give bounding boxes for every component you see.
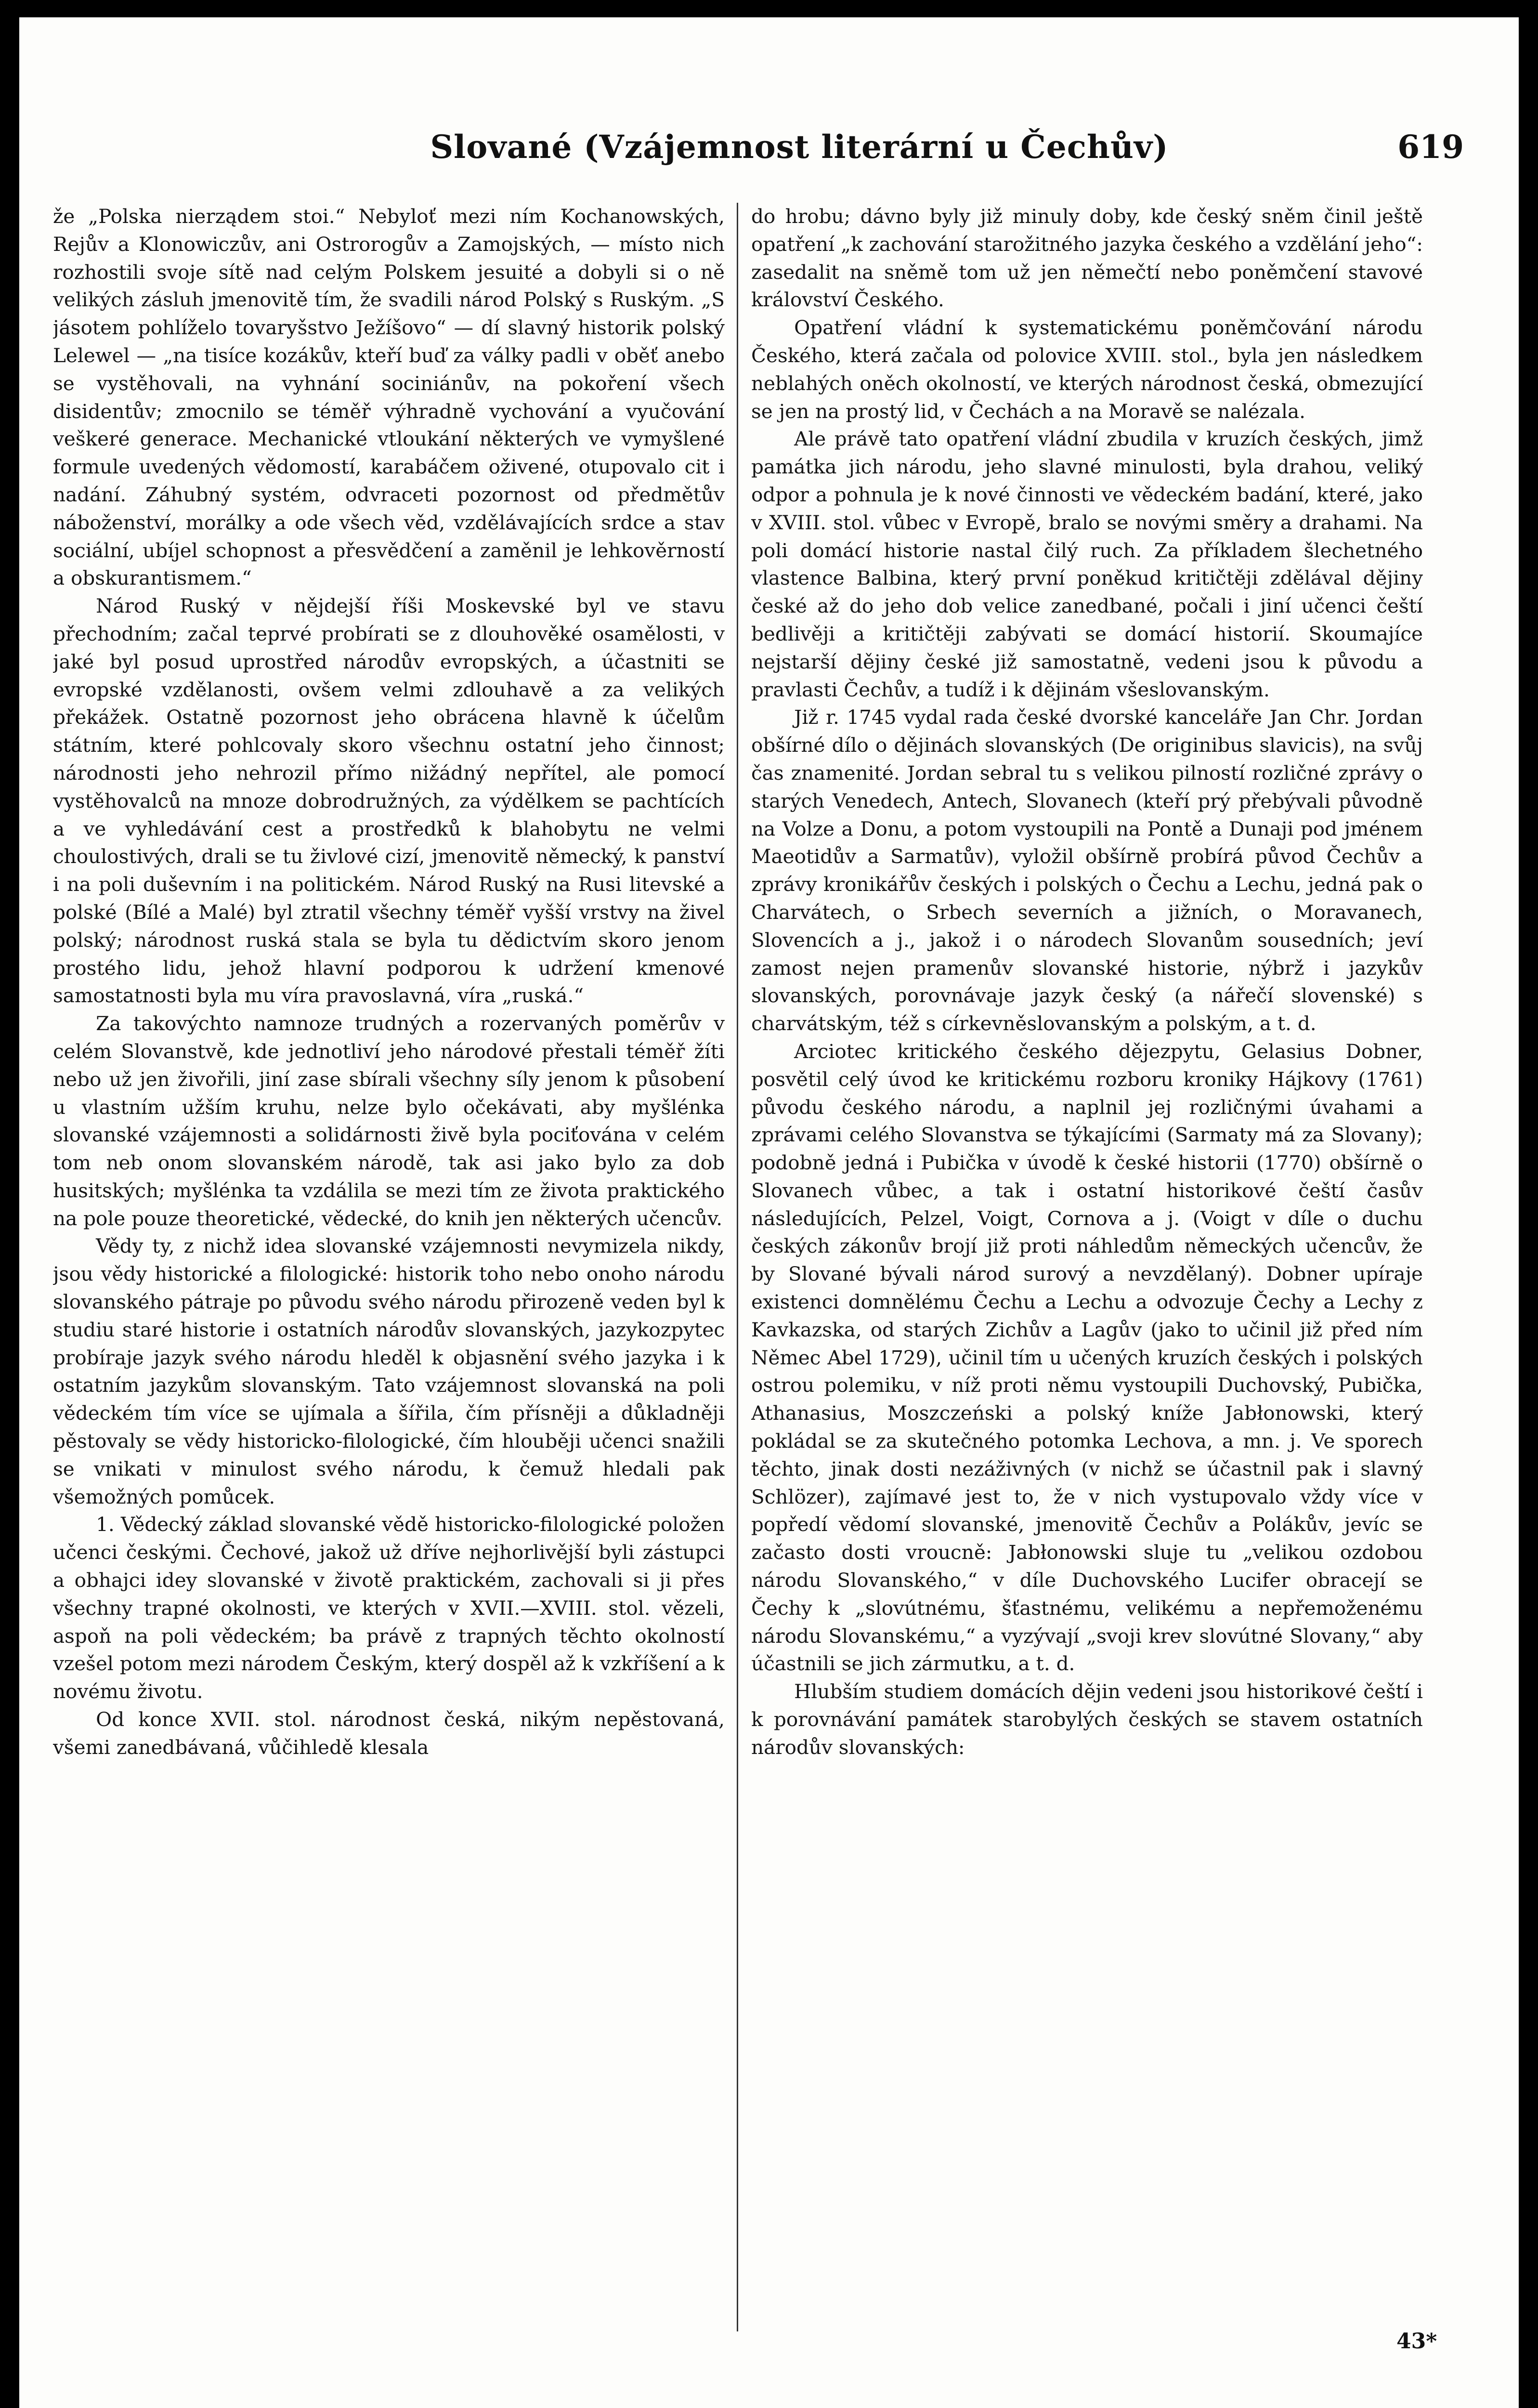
paragraph: Od konce XVII. stol. národnost česká, nikým nepěstovaná, všemi zanedbávaná, vůčihledě klesala — [53, 1708, 725, 1759]
paragraph: do hrobu; dávno byly již minuly doby, kde český sněm činil ještě opatření „k zachování starožitného jazyka českého a vzdělání jeho“: zasedalit na sněmě tom už jen němečtí nebo poněmčení stavové království Českého. — [751, 205, 1423, 312]
page-number: 619 — [1397, 128, 1464, 166]
paragraph: Arciotec kritického českého dějezpytu, Gelasius Dobner, posvětil celý úvod ke kritickému rozboru kroniky Hájkovy (1761) původu českého národu, a naplnil jej rozličnými úvahami a zprávami celého Slovanstva se týkajícími (Sarmaty má za Slovany); podobně jedná i Pubička v úvodě k české historii (1770) obšírně o Slovanech vůbec, a tak i ostatní historikové čeští časův následujících, Pelzel, Voigt, Cornova a j. (Voigt v díle o duchu českých zákonův brojí již proti náhledům německých učencův, že by Slované bývali národ surový a nevzdělaný). Dobner upíraje existenci domnělému Čechu a Lechu a odvozuje Čechy a Lechy z Kavkazska, od starých Zichův a Lagův (jako to učinil již před ním Němec Abel 1729), učinil tím u učených kruzích českých i polských ostrou polemiku, v níž proti němu vystoupili Duchovský, Pubička, Athanasius, Moszczeński a polský kníže Jabłonowski, který pokládal se za skutečného potomka Lechova, a mn. j. Ve sporech těchto, jinak dosti nezáživných (v nichž se účastnil pak i slavný Schlözer), zajímavé jest to, že v nich vystupovalo vždy více v popředí vědomí slovanské, jmenovitě Čechův a Polákův, jevíc se začasto dosti vroucně: Jabłonowski sluje tu „velikou ozdobou národu Slovanského,“ v díle Duchovského Lucifer obracejí se Čechy k „slovútnému, šťastnému, velikému a nepřemoženému národu Slovanskému,“ a vyzývají „svoji krev slovútné Slovany,“ aby účastnili se jich zármutku, a t. d. — [751, 1039, 1423, 1675]
paragraph: Národ Ruský v nějdejší říši Moskevské byl ve stavu přechodním; začal teprvé probírati se z dlouhověké osamělosti, v jaké byl posud uprostřed národův evropských, a účastniti se evropské vzdělanosti, ovšem velmi zdlouhavě a za velikých překážek. Ostatně pozornost jeho obrácena hlavně k účelům státním, které pohlcovaly skoro všechnu ostatní jeho činnost; národnosti jeho nehrozil přímo nižádný nepřítel, ale pomocí vystěhovalců na mnoze dobrodružných, za výdělkem se pachtících a ve vyhledávání cest a prostředků k blahobytu ne velmi choulostivých, drali se tu živlové cizí, jmenovitě německý, k panství i na poli duševním i na politickém. Národ Ruský na Rusi litevské a polské (Bílé a Malé) byl ztratil všechny téměř vyšší vrstvy na živel polský; národnost ruská stala se byla tu dědictvím skoro jenom prostého lidu, jehož hlavní podporou k udržení kmenové samostatnosti byla mu víra pravoslavná, víra „ruská.“ — [53, 594, 725, 1008]
running-title: Slované (Vzájemnost literární u Čechův) — [430, 128, 1169, 166]
paragraph: 1. Vědecký základ slovanské vědě historicko-filologické položen učenci českými. Čechové, jakož už dříve nejhorlivější byli zástupci a obhajci idey slovanské v životě praktickém, zachovali si ji přes všechny trapné okolnosti, ve kterých v XVII.—XVIII. stol. vězeli, aspoň na poli vědeckém; ba právě z trapných těchto okolností vzešel potom mezi národem Českým, který dospěl až k vzkříšení a k novému životu. — [53, 1513, 725, 1703]
text-columns — [53, 203, 1464, 2331]
paragraph: Vědy ty, z nichž idea slovanské vzájemnosti nevymizela nikdy, jsou vědy historické a filologické: historik toho nebo onoho národu slovanského pátraje po původu svého národu přirozeně veden byl k studiu staré historie i ostatních národův slovanských, jazykozpytec probíraje jazyk svého národu hleděl k objasnění svého jazyka i k ostatním jazykům slovanským. Tato vzájemnost slovanská na poli vědeckém tím více se ujímala a šířila, čím přísněji a důkladněji pěstovaly se vědy historicko-filologické, čím hlouběji učenci snažili se vnikati v minulost svého národu, k čemuž hledali pak všemožných pomůcek. — [53, 1234, 725, 1508]
paragraph: Opatření vládní k systematickému poněmčování národu Českého, která začala od polovice XVIII. stol., byla jen následkem neblahých oněch okolností, ve kterých národnost česká, obmezující se jen na prostý lid, v Čechách a na Moravě se nalézala. — [751, 316, 1423, 423]
paragraph: Ale právě tato opatření vládní zbudila v kruzích českých, jimž památka jich národu, jeho slavné minulosti, byla drahou, veliký odpor a pohnula je k nové činnosti ve vědeckém badání, které, jako v XVIII. stol. vůbec v Evropě, bralo se novými směry a drahami. Na poli domácí historie nastal čilý ruch. Za příkladem šlechetného vlastence Balbina, který první poněkud kritičtěji zdělával dějiny české až do jeho dob velice zanedbané, počali i jiní učenci čeští bedlivěji a kritičtěji zabývati se domácí historií. Skoumajíce nejstarší dějiny české již samostatně, vedeni jsou k původu a pravlasti Čechův, a tudíž i k dějinám všeslovanským. — [751, 427, 1423, 701]
left-column — [53, 203, 725, 2331]
signature-mark: 43* — [1396, 2329, 1437, 2354]
paragraph: Za takovýchto namnoze trudných a rozervaných poměrův v celém Slovanstvě, kde jednotliví jeho národové přestali téměř žíti nebo už jen živořili, jiní zase sbírali všechny síly jenom k působení u vlastním užším kruhu, nelze bylo očekávati, aby myšlénka slovanské vzájemnosti a solidárnosti živě byla pociťována v celém tom neb onom slovanském národě, tak asi jako bylo za dob husitských; myšlénka ta vzdálila se mezi tím ze života praktického na pole pouze theoretické, vědecké, do knih jen některých učencův. — [53, 1012, 725, 1230]
right-column — [751, 203, 1423, 2331]
paragraph: že „Polska nierządem stoi.“ Nebyloť mezi ním Kochanowských, Rejův a Klonowiczův, ani Ostrorogův a Zamojských, — místo nich rozhostili svoje sítě nad celým Polskem jesuité a dobyli si o ně velikých zásluh jmenovitě tím, že svadili národ Polský s Ruským. „S jásotem pohlíželo tovaryšstvo Ježíšovo“ — dí slavný historik polský Lelewel — „na tisíce kozákův, kteří buď za války padli v oběť anebo se vystěhovali, na vyhnání sociniánův, na pokoření všech disidentův; zmocnilo se téměř výhradně vychování a vyučování veškeré generace. Mechanické vtloukání některých ve vymyšlené formule uvedených vědomostí, karabáčem oživené, otupovalo cit i nadání. Záhubný systém, odvraceti pozornost od předmětův náboženství, morálky a ode všech věd, vzdělávajících srdce a stav sociální, ubíjel schopnost a přesvědčení a zaměnil je lehkověrností a obskurantismem.“ — [53, 205, 725, 590]
book-page — [19, 17, 1519, 2408]
paragraph: Hlubším studiem domácích dějin vedeni jsou historikové čeští i k porovnávání památek starobylých českých se stavem ostatních národův slovanských: — [751, 1680, 1423, 1759]
page-header — [135, 128, 1464, 181]
column-divider — [737, 203, 738, 2331]
paragraph: Již r. 1745 vydal rada české dvorské kanceláře Jan Chr. Jordan obšírné dílo o dějinách slovanských (De originibus slavicis), na svůj čas znamenité. Jordan sebral tu s velikou pilností rozličné zprávy o starých Venedech, Antech, Slovanech (kteří prý přebývali původně na Volze a Donu, a potom vystoupili na Pontě a Dunaji pod jménem Maeotidův a Sarmatův), vyložil obšírně probírá původ Čechův a zprávy kronikářův českých i polských o Čechu a Lechu, jedná pak o Charvátech, o Srbech severních a jižních, o Moravanech, Slovencích a j., jakož i o národech Slovanům sousedních; jeví zamost nejen pramenův slovanské historie, nýbrž i jazykův slovanských, porovnávaje jazyk český (a nářečí slovenské) s charvátským, též s církevněslovanským a polským, a t. d. — [751, 706, 1423, 1035]
